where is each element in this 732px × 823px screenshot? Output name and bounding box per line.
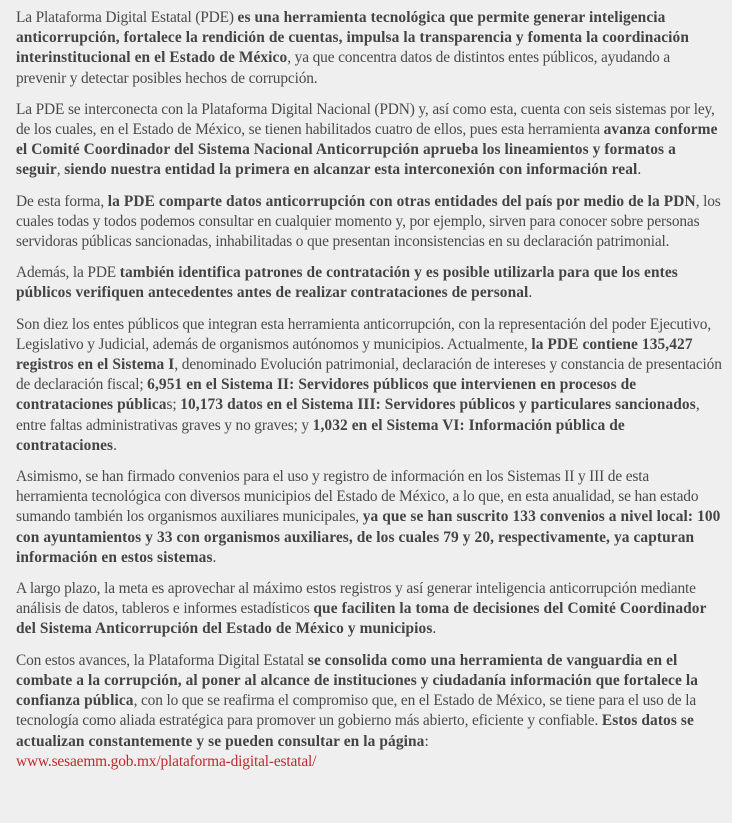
body-text: Asimismo, se han firmado convenios para el uso y registro de información en los Sistemas II y III de esta herramienta tecnológica con diversos municipios del Estado de México, a lo que, en esta anualidad, se han estado sumando también los organismos auxiliares municipales, <box>16 468 699 526</box>
bold-text: Estos datos se actualizan constantemente y se pueden consultar en la página <box>16 712 694 750</box>
body-text: , <box>56 161 65 179</box>
bold-text: la PDE contiene 135,427 registros en el Sistema I <box>16 335 693 374</box>
body-text: De esta forma, <box>16 192 108 210</box>
body-text: s; <box>166 396 181 414</box>
body-text: : <box>424 732 429 750</box>
bold-text: se consolida como una herramienta de vanguardia en el combate a la corrupción, al poner al alcance de instituciones y ciudadanía información que fortalece la confianza pública <box>16 651 699 710</box>
article-paragraph <box>16 315 722 456</box>
article-paragraph <box>16 100 722 181</box>
body-text: , entre faltas administrativas graves y no graves; y <box>16 396 700 434</box>
article-paragraph <box>16 651 722 772</box>
body-text: La PDE se interconecta con la Plataforma Digital Nacional (PDN) y, así como esta, cuenta con seis sistemas por ley, de los cuales, en el Estado de México, se tienen habilitados cuatro de ellos, pues esta herramienta <box>16 100 715 139</box>
bold-text: la PDE comparte datos anticorrupción con otras entidades del país por medio de la PDN <box>107 192 696 210</box>
body-text: , ya que concentra datos de distintos entes públicos, ayudando a prevenir y detectar posibles hechos de corrupción. <box>16 49 671 87</box>
bold-text: 1,032 en el Sistema VI: Información pública de contrataciones <box>16 416 625 454</box>
body-text: La Plataforma Digital Estatal (PDE) <box>16 9 238 26</box>
bold-text: ya que se han suscrito 133 convenios a nivel local: 100 con ayuntamientos y 33 con organismos auxiliares, de los cuales 79 y 20, respectivamente, ya capturan información en estos sistemas <box>16 508 721 566</box>
body-text: , denominado Evolución patrimonial, declaración de intereses y constancia de presentación de declaración fiscal; <box>16 356 722 394</box>
body-text: Son diez los entes públicos que integran esta herramienta anticorrupción, con la representación del poder Ejecutivo, Legislativo y Judicial, además de organismos autónomos y municipios. Actualmente, <box>16 315 712 353</box>
bold-text: 10,173 datos en el Sistema III: Servidores públicos y particulares sancionados <box>180 396 696 414</box>
body-text: Con estos avances, la Plataforma Digital Estatal <box>16 651 308 669</box>
bold-text: siendo nuestra entidad la primera en alcanzar esta interconexión con información real <box>64 161 638 179</box>
article-paragraph <box>16 263 722 303</box>
bold-text: que faciliten la toma de decisiones del Comité Coordinador del Sistema Anticorrupción del Estado de México y municipios <box>16 600 707 638</box>
body-text: . <box>528 284 533 302</box>
body-text: , los cuales todas y todos podemos consultar en cualquier momento y, por ejemplo, sirven para conocer sobre personas servidoras públicas sancionadas, inhabilitadas o que presentan inconsistencias en su declaración patrimonial. <box>16 192 721 251</box>
article-paragraph <box>16 192 722 253</box>
bold-text: 6,951 en el Sistema II: Servidores públicos que intervienen en procesos de contrataciones pública <box>16 376 637 414</box>
article-paragraph <box>16 579 722 640</box>
bold-text: avanza conforme el Comité Coordinador del Sistema Nacional Anticorrupción aprueba los lineamientos y formatos a seguir <box>16 121 718 179</box>
article-paragraph <box>16 467 722 568</box>
body-text: . <box>113 436 117 454</box>
website-link[interactable]: www.sesaemm.gob.mx/plataforma-digital-estatal/ <box>16 752 317 770</box>
body-text: . <box>212 548 217 566</box>
body-text: Además, la PDE <box>16 264 120 282</box>
body-text: . <box>432 620 437 638</box>
body-text: A largo plazo, la meta es aprovechar al máximo estos registros y así generar inteligencia anticorrupción mediante análisis de datos, tableros e informes estadísticos <box>16 580 696 618</box>
bold-text: es una herramienta tecnológica que permite generar inteligencia anticorrupción, fortalece la rendición de cuentas, impulsa la transparencia y fomenta la coordinación interinstitucional en el Estado de México <box>16 9 690 67</box>
body-text: , con lo que se reafirma el compromiso que, en el Estado de México, se tiene para el uso de la tecnología como aliada estratégica para promover un gobierno más abierto, eficiente y confiable. <box>16 692 696 730</box>
bold-text: también identifica patrones de contratación y es posible utilizarla para que los entes públicos verifiquen antecedentes antes de realizar contrataciones de personal <box>16 264 678 302</box>
article-paragraph <box>16 8 722 89</box>
body-text: . <box>637 161 642 179</box>
